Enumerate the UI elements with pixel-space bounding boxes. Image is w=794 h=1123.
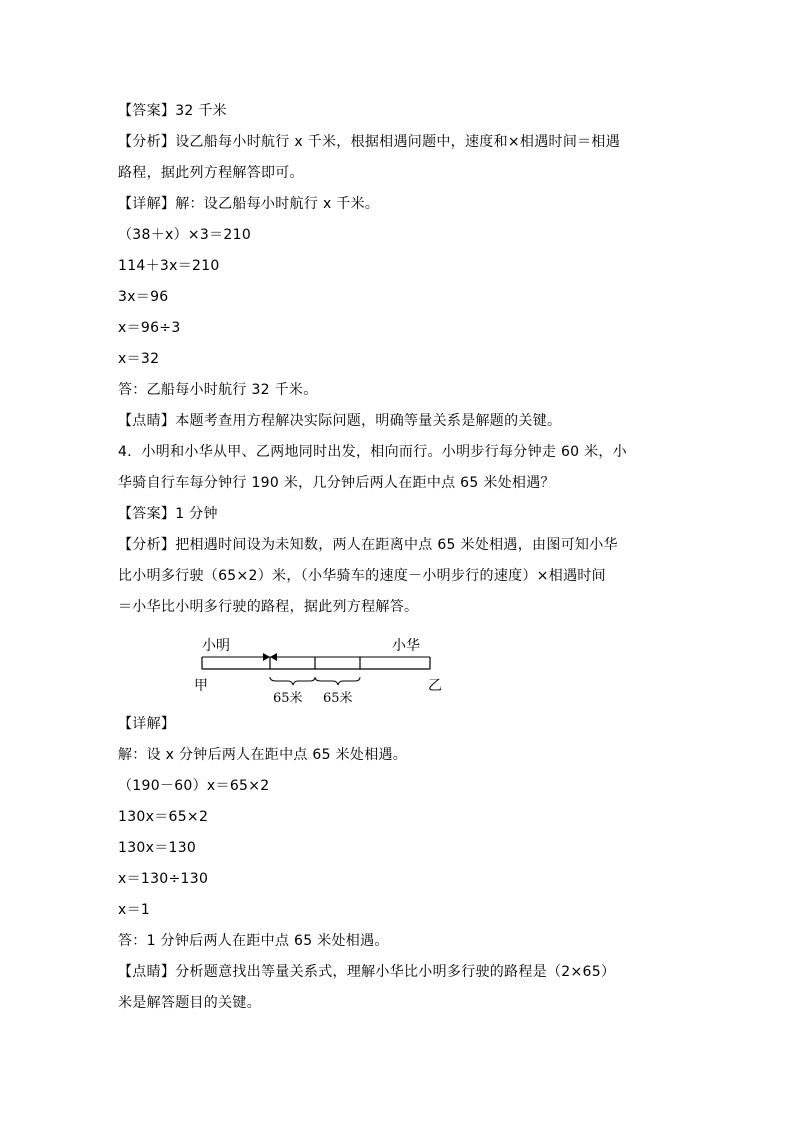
- brace-right: [315, 677, 360, 685]
- key-point-4-line-2: 米是解答题目的关键。: [118, 995, 261, 1011]
- detail-line: 【详解】解：设乙船每小时航行 x 千米。: [118, 196, 380, 212]
- question-4-line-1: 4．小明和小华从甲、乙两地同时出发，相向而行。小明步行每分钟走 60 米，小: [118, 444, 628, 460]
- solution-4-line-6: x＝1: [118, 902, 151, 918]
- analysis-line-2: 路程，据此列方程解答即可。: [118, 165, 304, 181]
- answer-4-line: 【答案】1 分钟: [118, 506, 218, 522]
- key-point-line: 【点睛】本题考查用方程解决实际问题，明确等量关系是解题的关键。: [118, 413, 562, 429]
- section-bottom: [118, 709, 678, 1019]
- solution-4-line-5: x＝130÷130: [118, 871, 209, 887]
- brace-left: [270, 677, 315, 685]
- detail-4-heading: 【详解】: [118, 716, 176, 732]
- label-yi: 乙: [428, 678, 442, 694]
- analysis-4-line-2: 比小明多行驶（65×2）米，（小华骑车的速度－小明步行的速度）×相遇时间: [118, 568, 606, 584]
- equation-line-5: x＝32: [118, 351, 160, 367]
- solution-4-line-2: （190－60）x＝65×2: [118, 778, 270, 794]
- arrow-left: [270, 653, 277, 661]
- solution-4-line-3: 130x＝65×2: [118, 809, 209, 825]
- document-page: [118, 96, 678, 1019]
- equation-line-2: 114＋3x＝210: [118, 258, 220, 274]
- solution-4-line-1: 解：设 x 分钟后两人在距中点 65 米处相遇。: [118, 747, 408, 763]
- key-point-4-line-1: 【点睛】分析题意找出等量关系式，理解小华比小明多行驶的路程是（2×65）: [118, 964, 616, 980]
- answer-sentence: 答：乙船每小时航行 32 千米。: [118, 382, 318, 398]
- label-65-left: 65米: [273, 691, 303, 706]
- analysis-4-line-3: ＝小华比小明多行驶的路程，据此列方程解答。: [118, 599, 419, 615]
- label-65-right: 65米: [323, 691, 353, 706]
- solution-4-line-4: 130x＝130: [118, 840, 197, 856]
- arrow-right: [263, 653, 270, 661]
- analysis-4-line-1: 【分析】把相遇时间设为未知数，两人在距离中点 65 米处相遇，由图可知小华: [118, 537, 618, 553]
- section-top: [118, 96, 678, 623]
- question-4-line-2: 华骑自行车每分钟行 190 米，几分钟后两人在距中点 65 米处相遇？: [118, 475, 555, 491]
- equation-line-4: x＝96÷3: [118, 320, 181, 336]
- answer-line: 【答案】32 千米: [118, 103, 227, 119]
- answer-4-sentence: 答：1 分钟后两人在距中点 65 米处相遇。: [118, 933, 389, 949]
- line-segment-diagram: [118, 623, 678, 709]
- label-xiaohua: 小华: [392, 638, 420, 654]
- equation-line-1: （38＋x）×3＝210: [118, 227, 252, 243]
- label-xiaoming: 小明: [202, 638, 230, 654]
- equation-line-3: 3x＝96: [118, 289, 169, 305]
- analysis-line-1: 【分析】设乙船每小时航行 x 千米，根据相遇问题中，速度和×相遇时间＝相遇: [118, 134, 621, 150]
- label-jia: 甲: [194, 678, 208, 694]
